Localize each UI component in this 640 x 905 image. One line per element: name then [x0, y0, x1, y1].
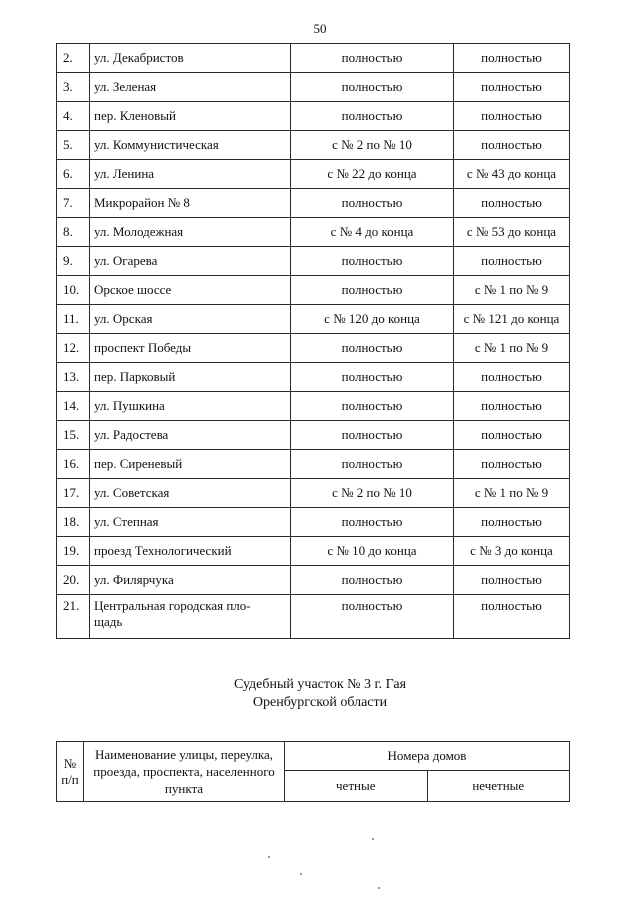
street-name: ул. Филярчука: [90, 566, 291, 595]
table-row: [57, 276, 570, 305]
odd-houses: полностью: [454, 102, 570, 131]
table-row: [57, 450, 570, 479]
row-number: 8.: [57, 218, 90, 247]
streets-table-body: [57, 44, 570, 639]
street-name: пер. Кленовый: [90, 102, 291, 131]
streets-table: [56, 43, 570, 639]
table-row: [57, 305, 570, 334]
row-number: 5.: [57, 131, 90, 160]
street-name: ул. Ленина: [90, 160, 291, 189]
table-row: [57, 247, 570, 276]
row-number: 19.: [57, 537, 90, 566]
street-name: ул. Огарева: [90, 247, 291, 276]
row-number: 12.: [57, 334, 90, 363]
table-row: [57, 334, 570, 363]
odd-houses: с № 1 по № 9: [454, 334, 570, 363]
even-houses: полностью: [291, 334, 454, 363]
odd-houses: полностью: [454, 131, 570, 160]
row-number: 20.: [57, 566, 90, 595]
even-houses: с № 2 по № 10: [291, 479, 454, 508]
table-row: [57, 363, 570, 392]
table-row: [57, 392, 570, 421]
even-houses: полностью: [291, 392, 454, 421]
table-row: [57, 595, 570, 639]
row-number: 3.: [57, 73, 90, 102]
even-houses: с № 10 до конца: [291, 537, 454, 566]
street-name: ул. Коммунистическая: [90, 131, 291, 160]
even-houses: с № 22 до конца: [291, 160, 454, 189]
row-number: 16.: [57, 450, 90, 479]
odd-houses: полностью: [454, 566, 570, 595]
even-houses: полностью: [291, 421, 454, 450]
header-houses: Номера домов: [285, 742, 570, 771]
row-number: 10.: [57, 276, 90, 305]
page-number: 50: [313, 21, 327, 36]
street-name: Микрорайон № 8: [90, 189, 291, 218]
street-name: пер. Сиреневый: [90, 450, 291, 479]
table-row: [57, 189, 570, 218]
table-row: [57, 566, 570, 595]
table-row: [57, 102, 570, 131]
header-table: [56, 741, 570, 802]
street-name: пер. Парковый: [90, 363, 291, 392]
row-number: 14.: [57, 392, 90, 421]
odd-houses: с № 1 по № 9: [454, 276, 570, 305]
section-heading: [0, 676, 640, 712]
street-name: ул. Радостева: [90, 421, 291, 450]
even-houses: полностью: [291, 276, 454, 305]
table-row: [57, 160, 570, 189]
even-houses: полностью: [291, 363, 454, 392]
scan-speck: [300, 873, 302, 875]
row-number: 15.: [57, 421, 90, 450]
table-row: [57, 508, 570, 537]
odd-houses: полностью: [454, 189, 570, 218]
odd-houses: полностью: [454, 392, 570, 421]
street-name: ул. Декабристов: [90, 44, 291, 73]
street-name: Орское шоссе: [90, 276, 291, 305]
odd-houses: полностью: [454, 363, 570, 392]
street-name: ул. Зеленая: [90, 73, 291, 102]
even-houses: с № 2 по № 10: [291, 131, 454, 160]
even-houses: полностью: [291, 508, 454, 537]
odd-houses: с № 53 до конца: [454, 218, 570, 247]
row-number: 7.: [57, 189, 90, 218]
even-houses: с № 4 до конца: [291, 218, 454, 247]
odd-houses: полностью: [454, 44, 570, 73]
even-houses: полностью: [291, 595, 454, 639]
street-name: ул. Молодежная: [90, 218, 291, 247]
header-name: [84, 742, 285, 802]
odd-houses: полностью: [454, 595, 570, 639]
street-name: Центральная городская пло- щадь: [90, 595, 291, 639]
header-name-text: Наименование улицы, переулка, проезда, проспекта, населенного пункта: [93, 747, 275, 796]
odd-houses: полностью: [454, 247, 570, 276]
header-num-text: № п/п: [61, 755, 79, 787]
row-number: 21.: [57, 595, 90, 639]
header-even: четные: [285, 771, 428, 802]
table-row: [57, 218, 570, 247]
odd-houses: полностью: [454, 508, 570, 537]
street-name: проезд Технологический: [90, 537, 291, 566]
street-name: ул. Советская: [90, 479, 291, 508]
table-row: [57, 421, 570, 450]
street-name: проспект Победы: [90, 334, 291, 363]
row-number: 6.: [57, 160, 90, 189]
table-row: [57, 479, 570, 508]
odd-houses: полностью: [454, 421, 570, 450]
header-num: [57, 742, 84, 802]
scan-speck: [378, 887, 380, 889]
even-houses: полностью: [291, 102, 454, 131]
header-odd: нечетные: [427, 771, 570, 802]
odd-houses: с № 3 до конца: [454, 537, 570, 566]
even-houses: полностью: [291, 73, 454, 102]
row-number: 2.: [57, 44, 90, 73]
row-number: 18.: [57, 508, 90, 537]
even-houses: полностью: [291, 247, 454, 276]
section-heading-line1: Судебный участок № 3 г. Гая: [233, 677, 407, 692]
table-row: [57, 131, 570, 160]
row-number: 11.: [57, 305, 90, 334]
table-row: [57, 44, 570, 73]
header-row-top: [57, 742, 570, 771]
table-row: [57, 537, 570, 566]
even-houses: полностью: [291, 44, 454, 73]
section-heading-line2: Оренбургской области: [252, 695, 388, 710]
odd-houses: полностью: [454, 73, 570, 102]
odd-houses: с № 121 до конца: [454, 305, 570, 334]
street-name: ул. Орская: [90, 305, 291, 334]
street-name: ул. Пушкина: [90, 392, 291, 421]
odd-houses: с № 43 до конца: [454, 160, 570, 189]
even-houses: с № 120 до конца: [291, 305, 454, 334]
table-row: [57, 73, 570, 102]
row-number: 17.: [57, 479, 90, 508]
row-number: 13.: [57, 363, 90, 392]
even-houses: полностью: [291, 450, 454, 479]
row-number: 9.: [57, 247, 90, 276]
scan-speck: [268, 856, 270, 858]
even-houses: полностью: [291, 189, 454, 218]
street-name: ул. Степная: [90, 508, 291, 537]
odd-houses: полностью: [454, 450, 570, 479]
row-number: 4.: [57, 102, 90, 131]
even-houses: полностью: [291, 566, 454, 595]
odd-houses: с № 1 по № 9: [454, 479, 570, 508]
scan-speck: [372, 838, 374, 840]
